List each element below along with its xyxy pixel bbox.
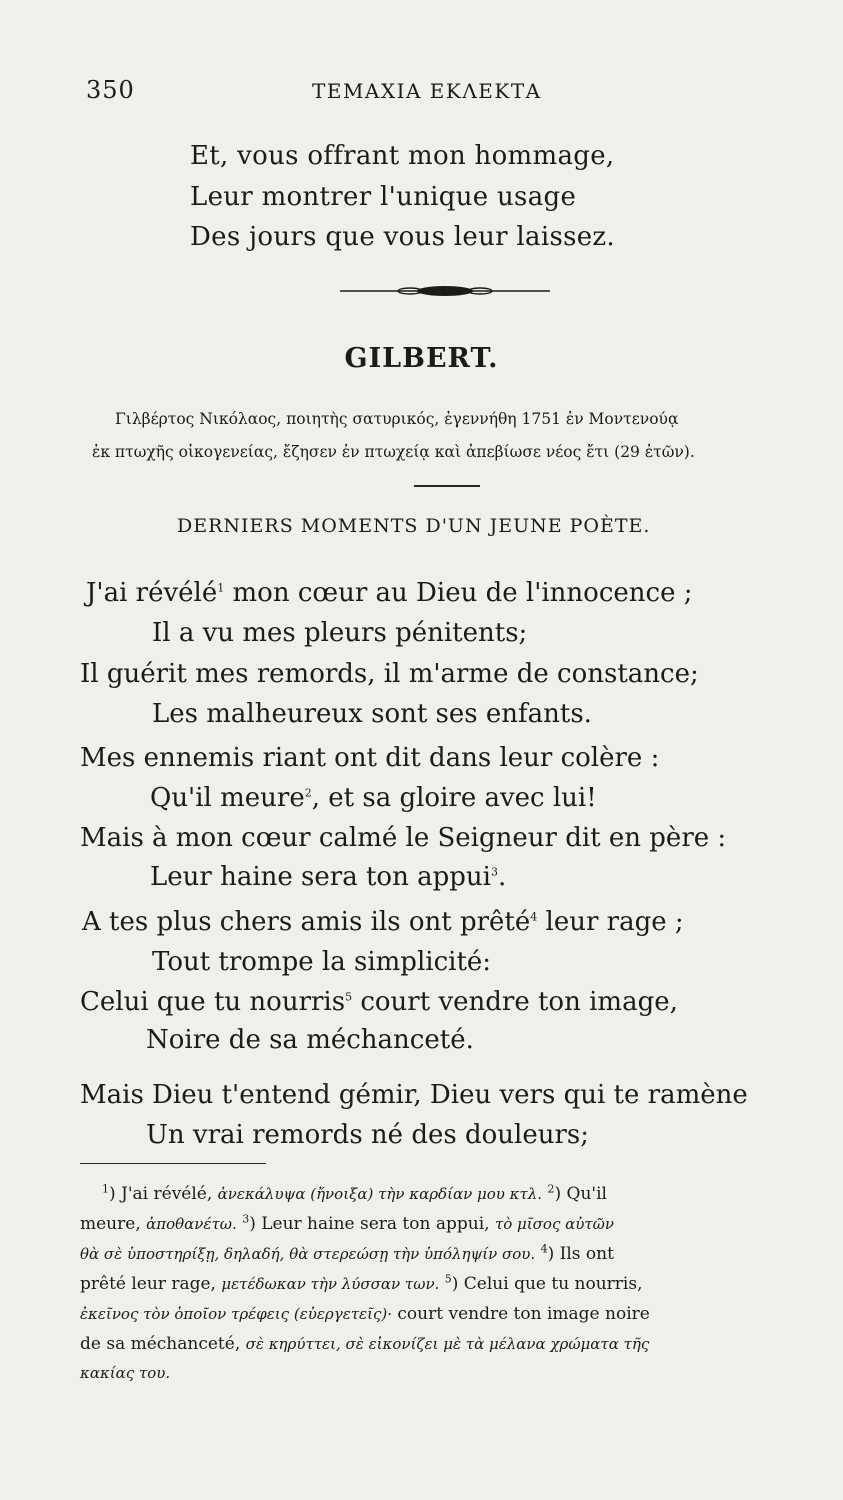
poem-line: Un vrai remords né des douleurs; — [146, 1120, 589, 1150]
poem-line: J'ai révélé$^1$ mon cœur au Dieu de l'innocence ; — [86, 578, 693, 608]
poem-line: Tout trompe la simplicité: — [152, 947, 492, 977]
bio-line: Γιλβέρτος Νικόλαος, ποιητὴς σατυρικός, ἐγεννήθη 1751 ἐν Μοντενούᾳ — [115, 410, 679, 428]
section-rule — [414, 485, 480, 487]
footnote-line: θὰ σὲ ὑποστηρίξῃ, δηλαδή, θὰ στερεώσῃ τὴν ὑπόληψίν σου. $^4$) Ils ont — [80, 1242, 614, 1264]
page-header — [80, 76, 780, 110]
footnote-rule — [80, 1163, 266, 1164]
poem-line: Celui que tu nourris$^5$ court vendre ton image, — [80, 987, 678, 1017]
poem-line: Mais Dieu t'entend gémir, Dieu vers qui te ramène — [80, 1080, 748, 1110]
page-number: 350 — [86, 76, 135, 104]
poem-line: Mes ennemis riant ont dit dans leur colère : — [80, 743, 660, 773]
footnote-line: $^1$) J'ai révélé, ἀνεκάλυψα (ἤνοιξα) τὴν καρδίαν μου κτλ. $^2$) Qu'il — [102, 1182, 607, 1204]
poem-line: Les malheureux sont ses enfants. — [152, 699, 592, 729]
poem-line: Qu'il meure$^2$, et sa gloire avec lui! — [150, 783, 597, 813]
stanza-line: Leur montrer l'unique usage — [190, 182, 577, 212]
footnote-line: ἐκεῖνος τὸν ὁποῖον τρέφεις (εὐεργετεῖς)· court vendre ton image noire — [80, 1304, 650, 1324]
ornament-divider — [340, 282, 550, 300]
poem-line: Leur haine sera ton appui$^3$. — [150, 862, 507, 892]
footnote-line: de sa méchanceté, σὲ κηρύττει, σὲ εἰκονίζει μὲ τὰ μέλανα χρώματα τῆς — [80, 1334, 650, 1354]
section-title: GILBERT. — [344, 343, 499, 374]
poem-line: A tes plus chers amis ils ont prêté$^4$ leur rage ; — [82, 907, 684, 937]
stanza-line: Des jours que vous leur laissez. — [190, 222, 615, 252]
poem-line: Noire de sa méchanceté. — [146, 1025, 474, 1055]
footnote-line: prêté leur rage, μετέδωκαν τὴν λύσσαν των. $^5$) Celui que tu nourris, — [80, 1272, 643, 1294]
poem-line: Mais à mon cœur calmé le Seigneur dit en père : — [80, 823, 727, 853]
poem-title: DERNIERS MOMENTS D'UN JEUNE POÈTE. — [177, 515, 651, 537]
running-title: ΤΕΜΑΧΙΑ ΕΚΛΕΚΤΑ — [312, 79, 542, 103]
footnote-line: meure, ἀποθανέτω. $^3$) Leur haine sera ton appui, τὸ μῖσος αὐτῶν — [80, 1212, 615, 1234]
poem-line: Il a vu mes pleurs pénitents; — [152, 618, 528, 648]
stanza-line: Et, vous offrant mon hommage, — [190, 141, 615, 171]
footnote-line: κακίας του. — [80, 1364, 171, 1382]
bio-line: ἐκ πτωχῆς οἰκογενείας, ἔζησεν ἐν πτωχείᾳ καὶ ἀπεβίωσε νέος ἔτι (29 ἐτῶν). — [92, 443, 695, 461]
poem-line: Il guérit mes remords, il m'arme de constance; — [80, 659, 699, 689]
